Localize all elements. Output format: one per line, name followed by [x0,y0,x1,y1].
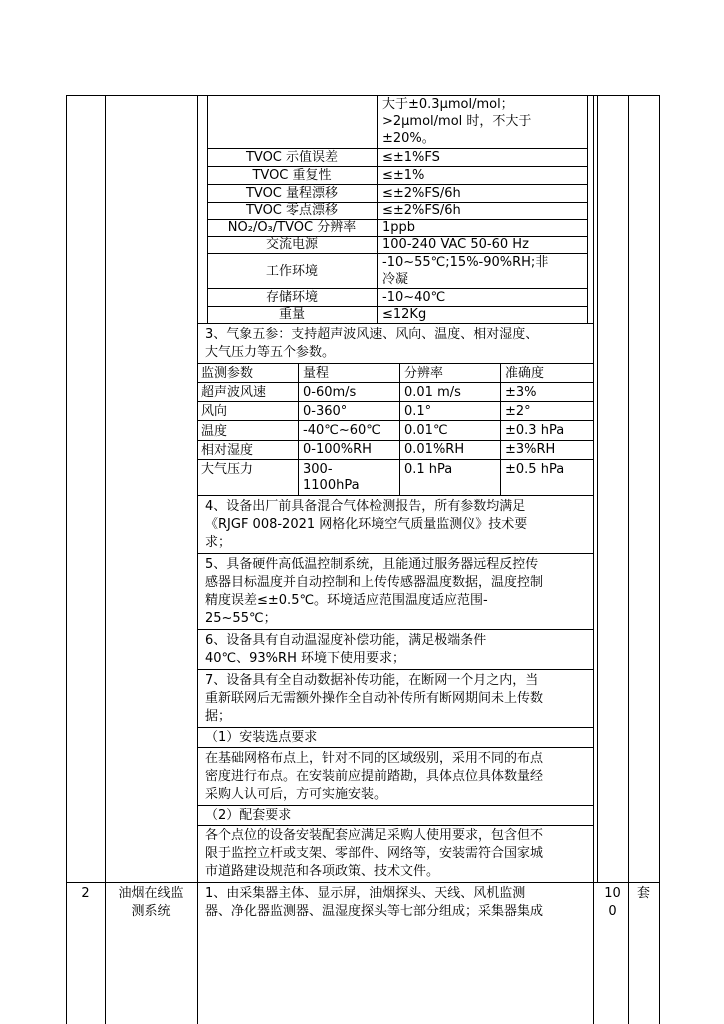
weather-col-line [500,363,501,495]
paragraph-5-line: 5、具备硬件高低温控制系统，且能通过服务器远程反控传 [205,557,539,572]
weather-cell: 超声波风速 [201,385,267,400]
weather-table-line [197,401,593,402]
weather-cell: 0-60m/s [303,385,357,400]
spec-param: TVOC 零点漂移 [245,203,339,218]
spec-value: -10~55℃;15%-90%RH;非 [382,255,549,270]
weather-table-line [197,420,593,421]
section-divider [197,629,593,630]
support-title: （2）配套要求 [205,808,292,823]
weather-col-line [298,363,299,495]
spec-value: 冷凝 [382,272,409,287]
spec-top-value-line: ±20%。 [382,131,435,146]
spec-param: 工作环境 [265,264,318,279]
row-divider-2 [66,882,659,883]
col-line-3 [593,95,594,1024]
spec-right-border [587,95,588,323]
weather-cell: 300- [303,462,333,477]
outer-top-border [66,95,659,96]
col-line-2 [197,95,198,1024]
weather-header: 监测参数 [201,366,254,381]
install-body-line: 采购人认可后，方可实施安装。 [205,787,388,802]
weather-table-line [197,382,593,383]
row-2-index: 2 [81,886,90,901]
weather-cell: 0-100%RH [303,442,372,457]
spec-param: TVOC 重复性 [252,168,332,183]
weather-cell: 0-360° [303,404,348,419]
weather-cell: ±2° [505,404,531,419]
paragraph-4-line: 求； [205,535,232,550]
install-body-line: 在基础网格布点上，针对不同的区域级别，采用不同的布点 [205,751,544,766]
col-line-5 [659,95,660,1024]
paragraph-5-line: 精度误差≤±0.5℃。环境适应范围温度适应范围- [205,593,488,608]
weather-header: 分辨率 [404,366,444,381]
weather-cell: 0.1° [404,404,432,419]
paragraph-4-line: 《RJGF 008-2021 网格化环境空气质量监测仪》技术要 [205,517,528,532]
spec-value: ≤12Kg [382,307,427,322]
spec-param: TVOC 示值误差 [245,150,339,165]
col-line-3b [597,95,598,882]
section-divider [197,669,593,670]
spec-top-value-line: >2μmol/mol 时，不大于 [382,114,532,129]
paragraph-5-line: 25~55℃； [205,611,277,626]
section-divider [197,825,593,826]
spec-value: -10~40℃ [382,290,446,305]
weather-intro-line: 3、气象五参：支持超声波风速、风向、温度、相对湿度、 [205,327,539,342]
row-2-desc-line: 器、净化器监测器、温湿度探头等七部分组成；采集器集成 [205,904,544,919]
row-2-quantity-line: 10 [604,886,621,901]
weather-cell: ±3% [505,385,537,400]
paragraph-4-line: 4、设备出厂前具备混合气体检测报告，所有参数均满足 [205,499,526,514]
weather-cell: 0.01 m/s [404,385,461,400]
section-divider [197,747,593,748]
support-body-line: 各个点位的设备安装配套应满足采购人使用要求，包含但不 [205,828,544,843]
paragraph-6-line: 6、设备具有自动温湿度补偿功能，满足极端条件 [205,633,487,648]
weather-table-line [197,363,593,364]
spec-value: 100-240 VAC 50-60 Hz [382,237,529,252]
spec-param: TVOC 量程漂移 [245,186,339,201]
weather-table-line [197,495,593,496]
weather-intro-line: 大气压力等五个参数。 [205,345,336,360]
install-body-line: 密度进行布点。在安装前应提前踏勘，具体点位具体数量经 [205,769,544,784]
row-2-unit: 套 [636,886,650,901]
weather-header: 准确度 [505,366,545,381]
weather-cell: 1100hPa [303,478,360,493]
paragraph-5-line: 感器目标温度并自动控制和上传传感器温度数据，温度控制 [205,575,544,590]
row-2-quantity-line: 0 [608,904,617,919]
weather-cell: 温度 [201,424,228,439]
weather-cell: 相对湿度 [201,443,254,458]
section-divider [197,727,593,728]
spec-value: ≤±1%FS [382,150,440,165]
spec-param: NO₂/O₃/TVOC 分辨率 [227,220,357,235]
section-divider [197,553,593,554]
paragraph-7-line: 7、设备具有全自动数据补传功能，在断网一个月之内，当 [205,673,539,688]
weather-cell: -40℃~60℃ [303,423,381,438]
row-2-name-line: 油烟在线监 [118,886,184,901]
spec-top-value-line: 大于±0.3μmol/mol； [382,97,514,112]
paragraph-7-line: 据； [205,709,232,724]
spec-value: ≤±1% [382,168,425,183]
weather-cell: 0.01%RH [404,442,465,457]
support-body-line: 市道路建设规范和各项政策、技术文件。 [205,864,440,879]
spec-value: ≤±2%FS/6h [382,186,461,201]
paragraph-6-line: 40℃、93%RH 环境下使用要求； [205,651,405,666]
weather-cell: ±0.3 hPa [505,423,565,438]
weather-cell: 风向 [201,404,228,419]
spec-param: 交流电源 [265,237,318,252]
weather-header: 量程 [303,366,330,381]
support-body-line: 限于监控立杆或支架、零部件、网络等，安装需符合国家城 [205,846,544,861]
section-divider [197,805,593,806]
weather-col-line [399,363,400,495]
weather-cell: 0.1 hPa [404,462,453,477]
paragraph-7-line: 重新联网后无需额外操作全自动补传所有断网期间未上传数 [205,691,544,706]
spec-bottom-line [197,323,593,324]
weather-cell: ±0.5 hPa [505,462,565,477]
weather-cell: 0.01℃ [404,423,448,438]
spec-value: ≤±2%FS/6h [382,203,461,218]
weather-cell: ±3%RH [505,442,556,457]
row-2-desc-line: 1、由采集器主体、显示屏，油烟探头、天线、风机监测 [205,886,526,901]
spec-value: 1ppb [382,220,416,235]
weather-table-line [197,459,593,460]
row-2-name-line: 测系统 [131,904,171,919]
spec-param: 重量 [278,307,305,322]
spec-param: 存储环境 [265,290,318,305]
weather-cell: 大气压力 [201,462,254,477]
install-title: （1）安装选点要求 [205,730,318,745]
